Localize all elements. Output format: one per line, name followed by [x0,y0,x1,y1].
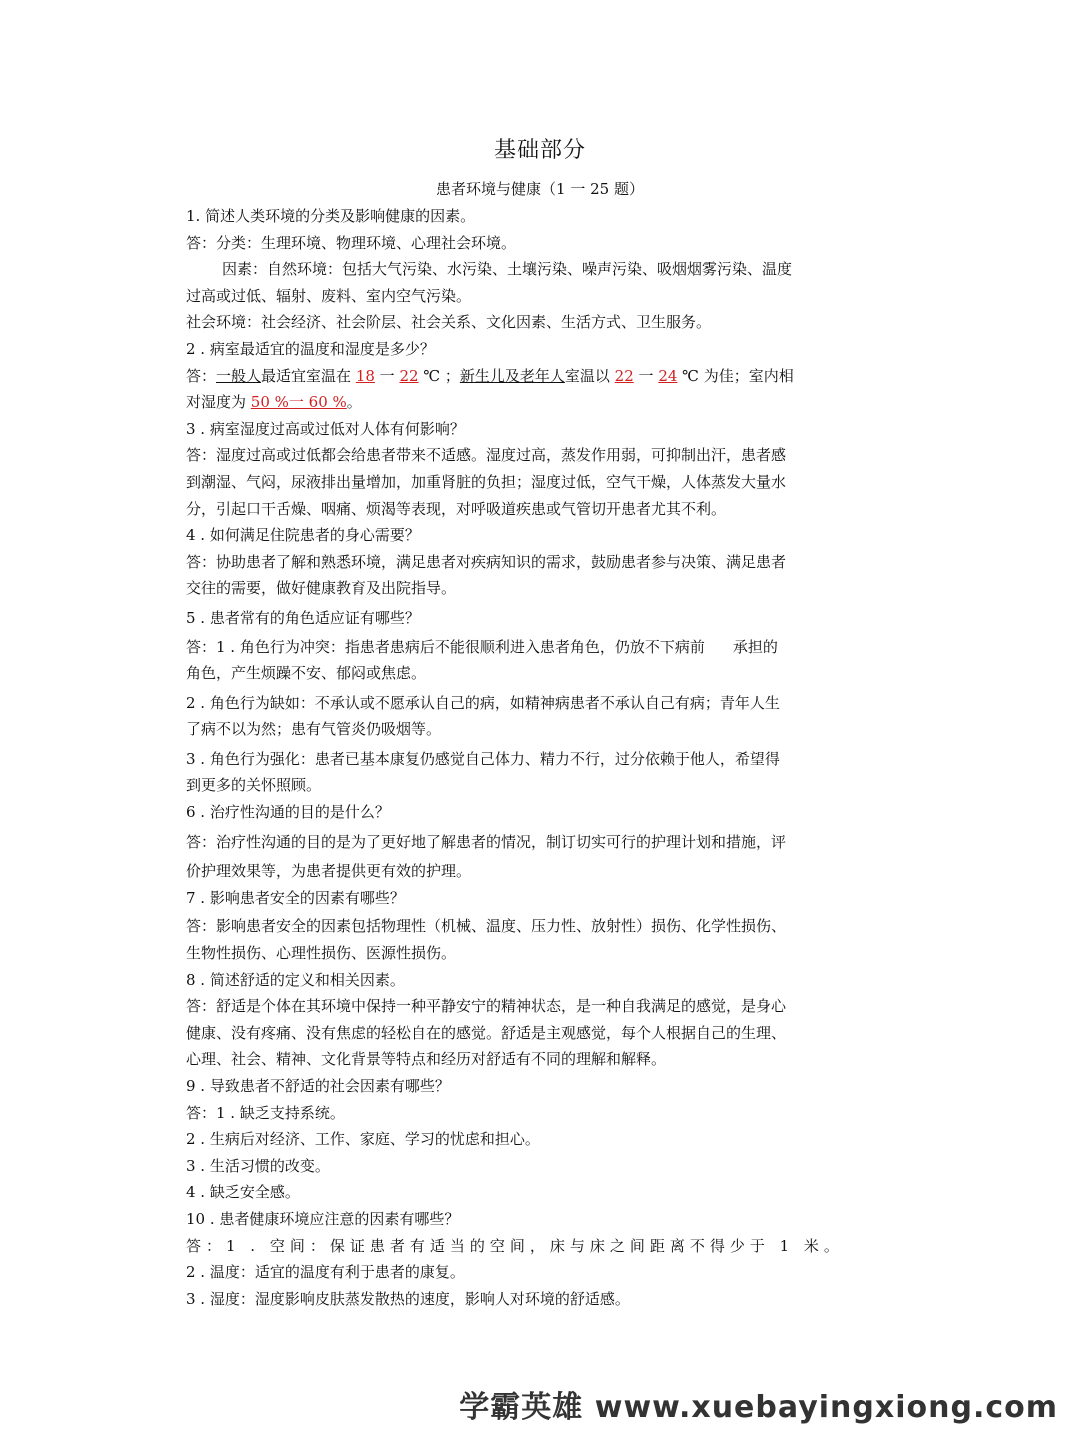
answer-1-factors-cont: 过高或过低、辐射、废料、室内空气污染。 [186,286,472,305]
answer-10-item-3: 3 . 湿度：湿度影响皮肤蒸发散热的速度，影响人对环境的舒适感。 [186,1289,630,1308]
range-dash: 一 [374,366,400,385]
temp-value-18: 18 [355,366,375,385]
answer-1-classification: 答：分类：生理环境、物理环境、心理社会环境。 [186,233,517,252]
temp-unit-text: ℃ ； [418,366,460,385]
answer-8-line-1: 答：舒适是个体在其环境中保持一种平静安宁的精神状态，是一种自我满足的感觉，是身心 [186,997,787,1016]
question-2: 2 . 病室最适宜的温度和湿度是多少？ [186,339,435,358]
question-8: 8 . 简述舒适的定义和相关因素。 [186,970,405,989]
role-conflict-text: 答：1 . 角色行为冲突：指患者患病后不能很顺利进入患者角色，仍放不下病前 [186,637,705,656]
answer-2-temperature [186,363,898,390]
humidity-prefix: 对湿度为 [186,393,251,412]
temp-value-22b: 22 [614,366,634,385]
temp-value-24: 24 [658,366,678,385]
document-body [186,203,898,1312]
role-conflict-text-b: 承担的 [732,637,778,656]
answer-9-item-1: 答：1 . 缺乏支持系统。 [186,1103,345,1122]
answer-5-item-1 [186,634,898,661]
temp-unit2-text: ℃ 为佳；室内相 [677,366,794,385]
question-10: 10 . 患者健康环境应注意的因素有哪些？ [186,1209,460,1228]
answer-2-humidity [186,389,898,416]
temp-mid-text: 最适宜室温在 [261,366,356,385]
answer-9-item-4: 4 . 缺乏安全感。 [186,1183,300,1202]
answer-prefix: 答： [186,366,217,385]
answer-8-line-3: 心理、社会、精神、文化背景等特点和经历对舒适有不同的理解和解释。 [186,1050,667,1069]
question-4: 4 . 如何满足住院患者的身心需要？ [186,526,420,545]
question-6: 6 . 治疗性沟通的目的是什么？ [186,803,390,822]
answer-5-item-3: 3 . 角色行为强化：患者已基本康复仍感觉自己体力、精力不行，过分依赖于他人，希望得 [186,749,780,768]
page-title: 基础部分 [493,138,586,163]
answer-10-item-2: 2 . 温度：适宜的温度有利于患者的康复。 [186,1263,465,1282]
answer-10-item-1: 答：1 . 空间：保证患者有适当的空间，床与床之间距离不得少于 1 米。 [186,1236,844,1255]
section-subtitle: 患者环境与健康（1 一 25 题） [436,180,644,198]
answer-5-item-2: 2 . 角色行为缺如：不承认或不愿承认自己的病，如精神病患者不承认自己有病；青年人生 [186,693,780,712]
answer-9-item-3: 3 . 生活习惯的改变。 [186,1156,330,1175]
answer-9-item-2: 2 . 生病后对经济、工作、家庭、学习的忧虑和担心。 [186,1130,540,1149]
question-1: 1. 简述人类环境的分类及影响健康的因素。 [186,207,476,225]
newborn-elderly-text: 新生儿及老年人 [459,366,565,385]
answer-3-line-2: 到潮湿、气闷，尿液排出量增加，加重肾脏的负担；湿度过低，空气干燥，人体蒸发大量水 [186,472,787,491]
question-5: 5 . 患者常有的角色适应证有哪些？ [186,608,420,627]
answer-6-line-2: 价护理效果等，为患者提供更有效的护理。 [186,862,472,881]
answer-7-line-1: 答：影响患者安全的因素包括物理性（机械、温度、压力性、放射性）损伤、化学性损伤、 [186,917,787,936]
temp-mid2-text: 室温以 [564,366,615,385]
answer-8-line-2: 健康、没有疼痛、没有焦虑的轻松自在的感觉。舒适是主观感觉，每个人根据自己的生理、 [186,1023,787,1042]
answer-1-social: 社会环境：社会经济、社会阶层、社会关系、文化因素、生活方式、卫生服务。 [186,313,712,332]
answer-5-item-2-cont: 了病不以为然；患有气管炎仍吸烟等。 [186,720,442,739]
answer-3-line-3: 分，引起口干舌燥、咽痛、烦渴等表现，对呼吸道疾患或气管切开患者尤其不利。 [186,499,727,518]
question-9: 9 . 导致患者不舒适的社会因素有哪些？ [186,1077,450,1095]
site-watermark: 学霸英雄 www.xuebayingxiong.com [459,1390,1058,1425]
range-dash-2: 一 [633,366,659,385]
answer-4-line-2: 交往的需要，做好健康教育及出院指导。 [186,579,457,598]
temp-value-22: 22 [399,366,419,385]
answer-5-item-3-cont: 到更多的关怀照顾。 [186,776,322,795]
general-people-text: 一般人 [216,366,262,385]
answer-4-line-1: 答：协助患者了解和熟悉环境，满足患者对疾病知识的需求，鼓励患者参与决策、满足患者 [186,552,787,571]
question-3: 3 . 病室湿度过高或过低对人体有何影响？ [186,419,465,438]
humidity-range: 50 %一 60 % [250,393,347,412]
answer-3-line-1: 答：湿度过高或过低都会给患者带来不适感。湿度过高，蒸发作用弱，可抑制出汗，患者感 [186,446,787,465]
answer-7-line-2: 生物性损伤、心理性损伤、医源性损伤。 [186,944,457,963]
humidity-suffix: 。 [346,393,362,412]
question-7: 7 . 影响患者安全的因素有哪些？ [186,888,405,907]
answer-6-line-1: 答：治疗性沟通的目的是为了更好地了解患者的情况，制订切实可行的护理计划和措施，评 [186,832,787,851]
answer-1-factors: 因素：自然环境：包括大气污染、水污染、土壤污染、噪声污染、吸烟烟雾污染、温度 [222,260,793,279]
answer-5-item-1-cont: 角色，产生烦躁不安、郁闷或焦虑。 [186,664,427,683]
